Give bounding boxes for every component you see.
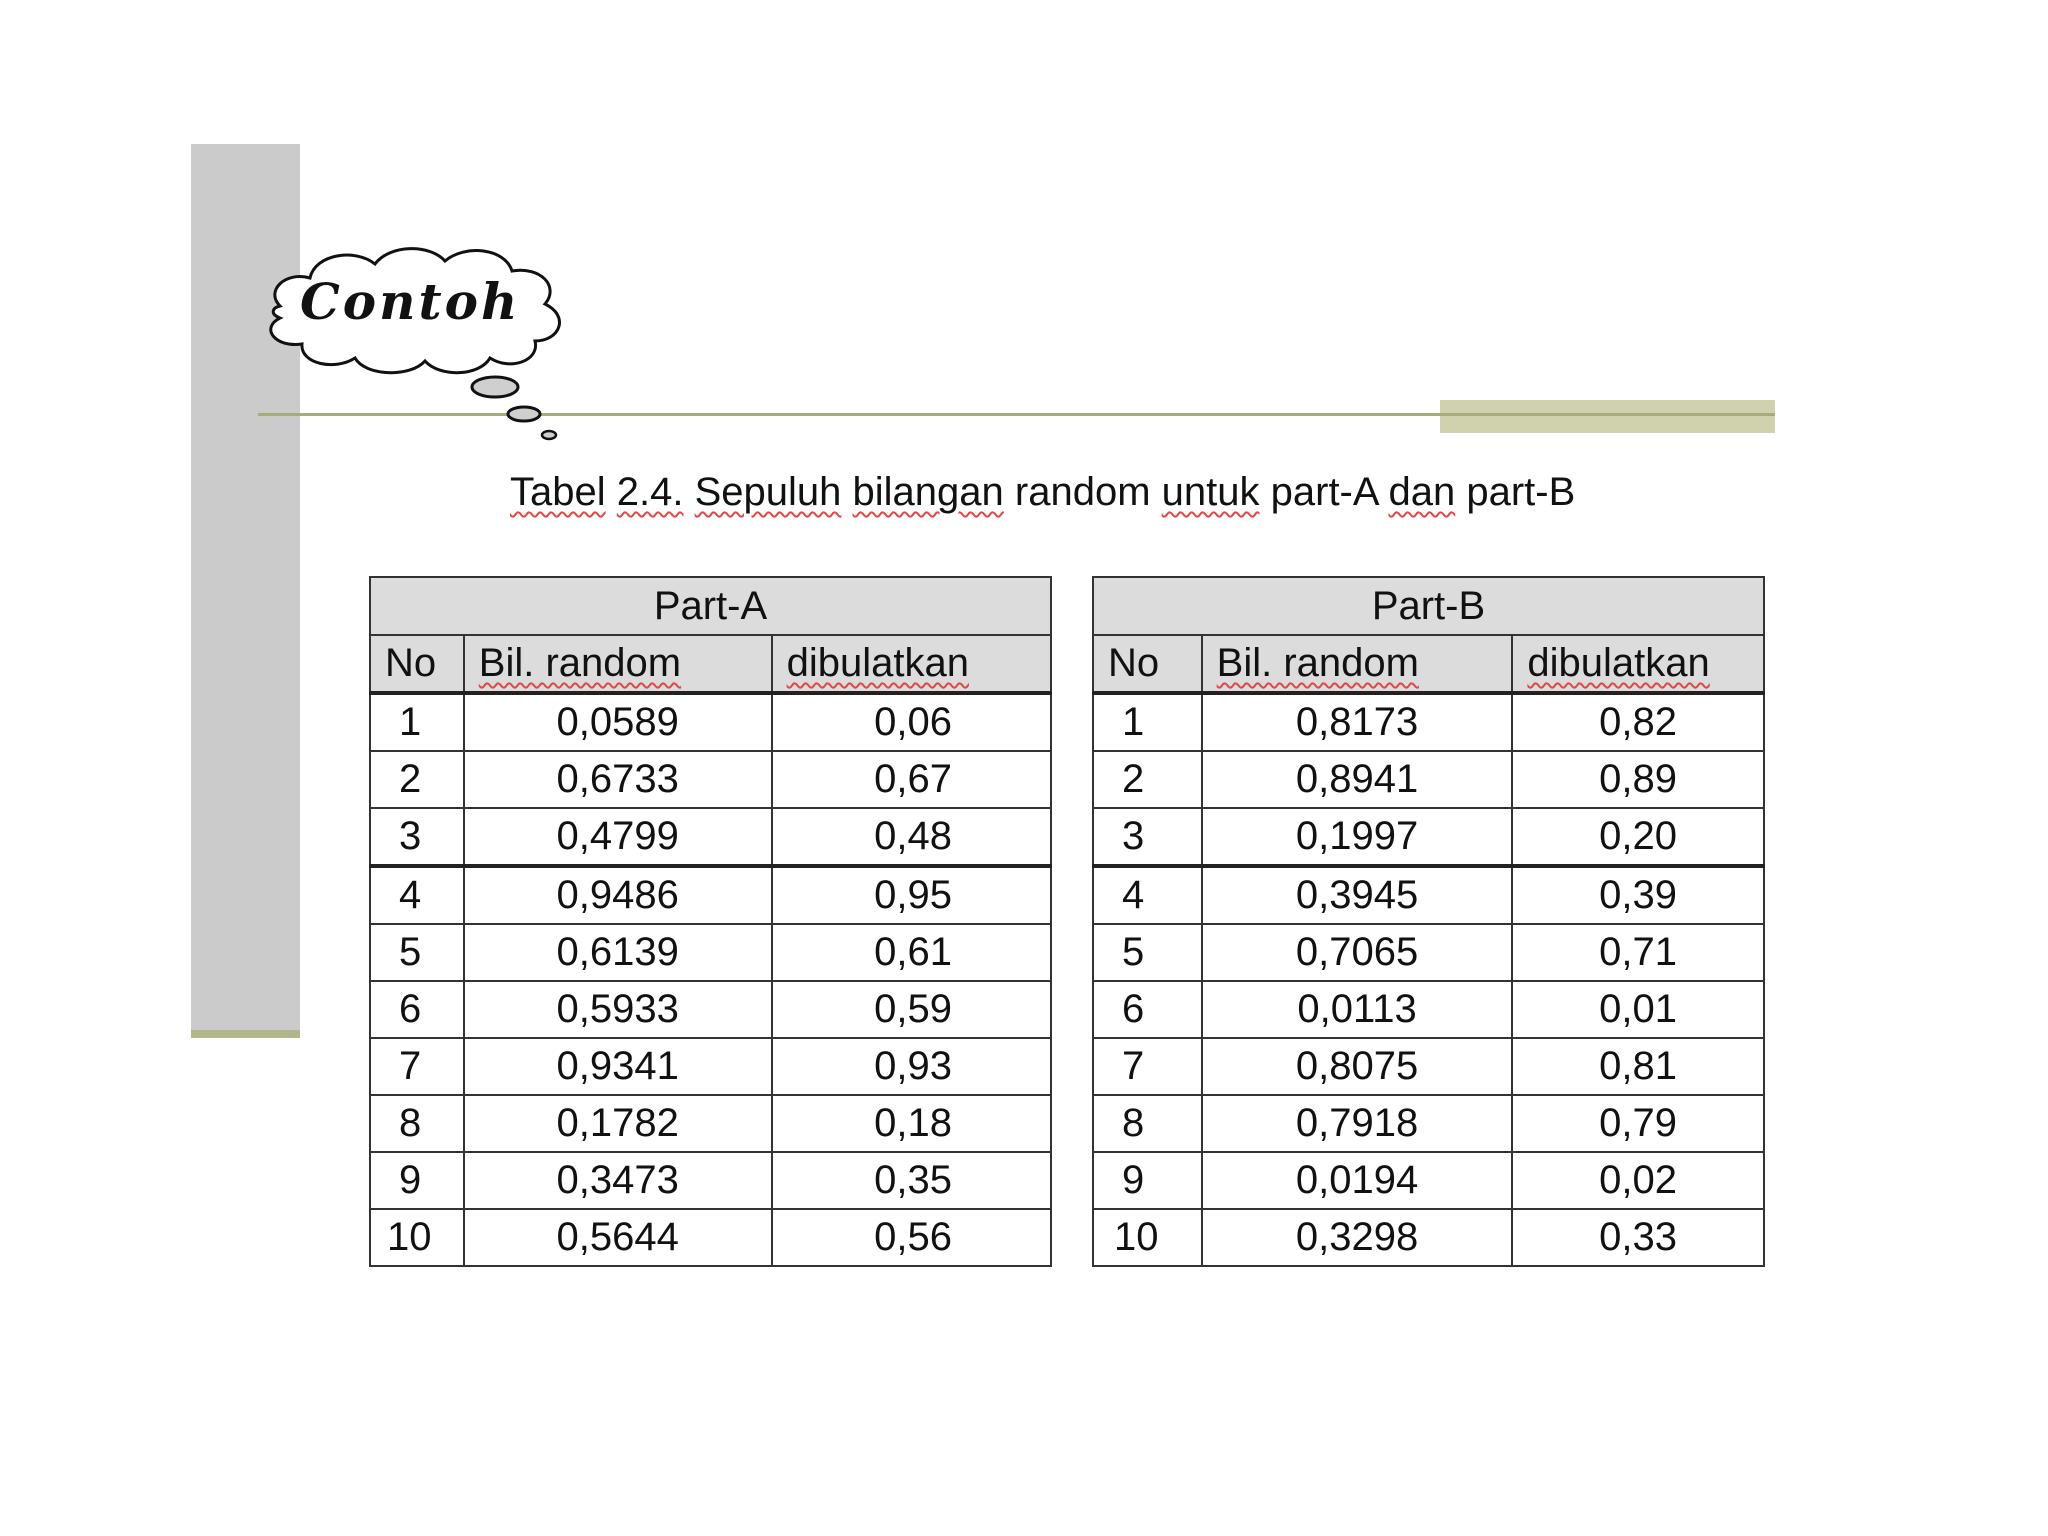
cell-rounded: 0,39	[1512, 866, 1764, 924]
cell-random: 0,7065	[1202, 924, 1513, 981]
thought-cloud-icon	[240, 236, 570, 446]
cell-no: 1	[1093, 693, 1202, 751]
table-row	[370, 1038, 1051, 1095]
table-row	[1093, 981, 1764, 1038]
column-header-no: No	[1093, 635, 1202, 693]
cell-rounded: 0,59	[772, 981, 1051, 1038]
table-row	[370, 808, 1051, 866]
table-row	[1093, 1152, 1764, 1209]
caption-word: untuk	[1161, 470, 1260, 514]
rule-accent-block	[1440, 400, 1775, 433]
cell-rounded: 0,81	[1512, 1038, 1764, 1095]
cell-no: 2	[1093, 751, 1202, 808]
cell-random: 0,8075	[1202, 1038, 1513, 1095]
cell-no: 2	[370, 751, 464, 808]
cell-random: 0,6733	[464, 751, 772, 808]
cell-random: 0,9341	[464, 1038, 772, 1095]
cell-no: 9	[1093, 1152, 1202, 1209]
column-header-random-label: Bil. random	[1216, 641, 1419, 685]
table-row	[1093, 693, 1764, 751]
cell-rounded: 0,02	[1512, 1152, 1764, 1209]
cell-no: 10	[1093, 1209, 1202, 1266]
cell-rounded: 0,71	[1512, 924, 1764, 981]
cell-no: 7	[1093, 1038, 1202, 1095]
cell-rounded: 0,01	[1512, 981, 1764, 1038]
cell-no: 9	[370, 1152, 464, 1209]
cell-no: 4	[1093, 866, 1202, 924]
column-header-no: No	[370, 635, 464, 693]
cell-rounded: 0,82	[1512, 693, 1764, 751]
caption-word: Sepuluh	[694, 470, 842, 514]
table-row	[1093, 924, 1764, 981]
table-title: Part-B	[1093, 577, 1764, 635]
cell-random: 0,3473	[464, 1152, 772, 1209]
cell-rounded: 0,35	[772, 1152, 1051, 1209]
cell-random: 0,8941	[1202, 751, 1513, 808]
table-row	[370, 751, 1051, 808]
cell-no: 6	[1093, 981, 1202, 1038]
table-row	[370, 1095, 1051, 1152]
column-header-random	[1202, 635, 1513, 693]
cell-rounded: 0,48	[772, 808, 1051, 866]
table-part-a	[369, 576, 1052, 1267]
table-row	[1093, 1209, 1764, 1266]
cell-rounded: 0,67	[772, 751, 1051, 808]
column-header-random	[464, 635, 772, 693]
caption-word: bilangan	[852, 470, 1004, 514]
cell-no: 1	[370, 693, 464, 751]
cell-random: 0,1997	[1202, 808, 1513, 866]
column-header-rounded-label: dibulatkan	[1527, 641, 1710, 685]
cell-random: 0,0113	[1202, 981, 1513, 1038]
cell-random: 0,8173	[1202, 693, 1513, 751]
cell-rounded: 0,18	[772, 1095, 1051, 1152]
table-row	[1093, 751, 1764, 808]
table-row	[1093, 808, 1764, 866]
cell-rounded: 0,06	[772, 693, 1051, 751]
column-header-rounded	[772, 635, 1051, 693]
table-row	[370, 1209, 1051, 1266]
cell-random: 0,9486	[464, 866, 772, 924]
cell-random: 0,3298	[1202, 1209, 1513, 1266]
table-part-b	[1092, 576, 1765, 1267]
column-header-random-label: Bil. random	[478, 641, 682, 685]
cell-rounded: 0,95	[772, 866, 1051, 924]
cell-no: 8	[1093, 1095, 1202, 1152]
cell-rounded: 0,20	[1512, 808, 1764, 866]
cell-random: 0,7918	[1202, 1095, 1513, 1152]
cell-random: 0,5933	[464, 981, 772, 1038]
table-row	[370, 1152, 1051, 1209]
side-bar-underline	[191, 1030, 300, 1038]
column-header-rounded-label: dibulatkan	[786, 641, 969, 685]
table-row	[370, 924, 1051, 981]
cell-no: 5	[370, 924, 464, 981]
cell-rounded: 0,93	[772, 1038, 1051, 1095]
cell-no: 3	[370, 808, 464, 866]
cell-random: 0,3945	[1202, 866, 1513, 924]
cell-no: 8	[370, 1095, 464, 1152]
cell-rounded: 0,56	[772, 1209, 1051, 1266]
cell-random: 0,0589	[464, 693, 772, 751]
cell-random: 0,1782	[464, 1095, 772, 1152]
cell-no: 7	[370, 1038, 464, 1095]
table-row	[1093, 1038, 1764, 1095]
cell-no: 6	[370, 981, 464, 1038]
rule-accent-line	[1440, 413, 1775, 416]
table-row	[1093, 1095, 1764, 1152]
cell-random: 0,5644	[464, 1209, 772, 1266]
cell-random: 0,4799	[464, 808, 772, 866]
cell-rounded: 0,33	[1512, 1209, 1764, 1266]
caption-word: part-B	[1466, 470, 1576, 514]
caption-word: 2.4.	[616, 470, 684, 514]
cell-no: 5	[1093, 924, 1202, 981]
cell-no: 3	[1093, 808, 1202, 866]
caption-word: part-A	[1270, 470, 1378, 514]
table-row	[370, 866, 1051, 924]
cell-random: 0,0194	[1202, 1152, 1513, 1209]
cell-no: 10	[370, 1209, 464, 1266]
callout-label: Contoh	[300, 272, 521, 331]
table-row	[1093, 866, 1764, 924]
cell-rounded: 0,89	[1512, 751, 1764, 808]
table-title: Part-A	[370, 577, 1051, 635]
cell-random: 0,6139	[464, 924, 772, 981]
caption-word: dan	[1388, 470, 1456, 514]
table-caption	[510, 470, 1575, 515]
caption-word: random	[1014, 470, 1151, 514]
column-header-rounded	[1512, 635, 1764, 693]
caption-word: Tabel	[510, 470, 606, 514]
table-row	[370, 981, 1051, 1038]
table-row	[370, 693, 1051, 751]
cell-no: 4	[370, 866, 464, 924]
cell-rounded: 0,61	[772, 924, 1051, 981]
cell-rounded: 0,79	[1512, 1095, 1764, 1152]
